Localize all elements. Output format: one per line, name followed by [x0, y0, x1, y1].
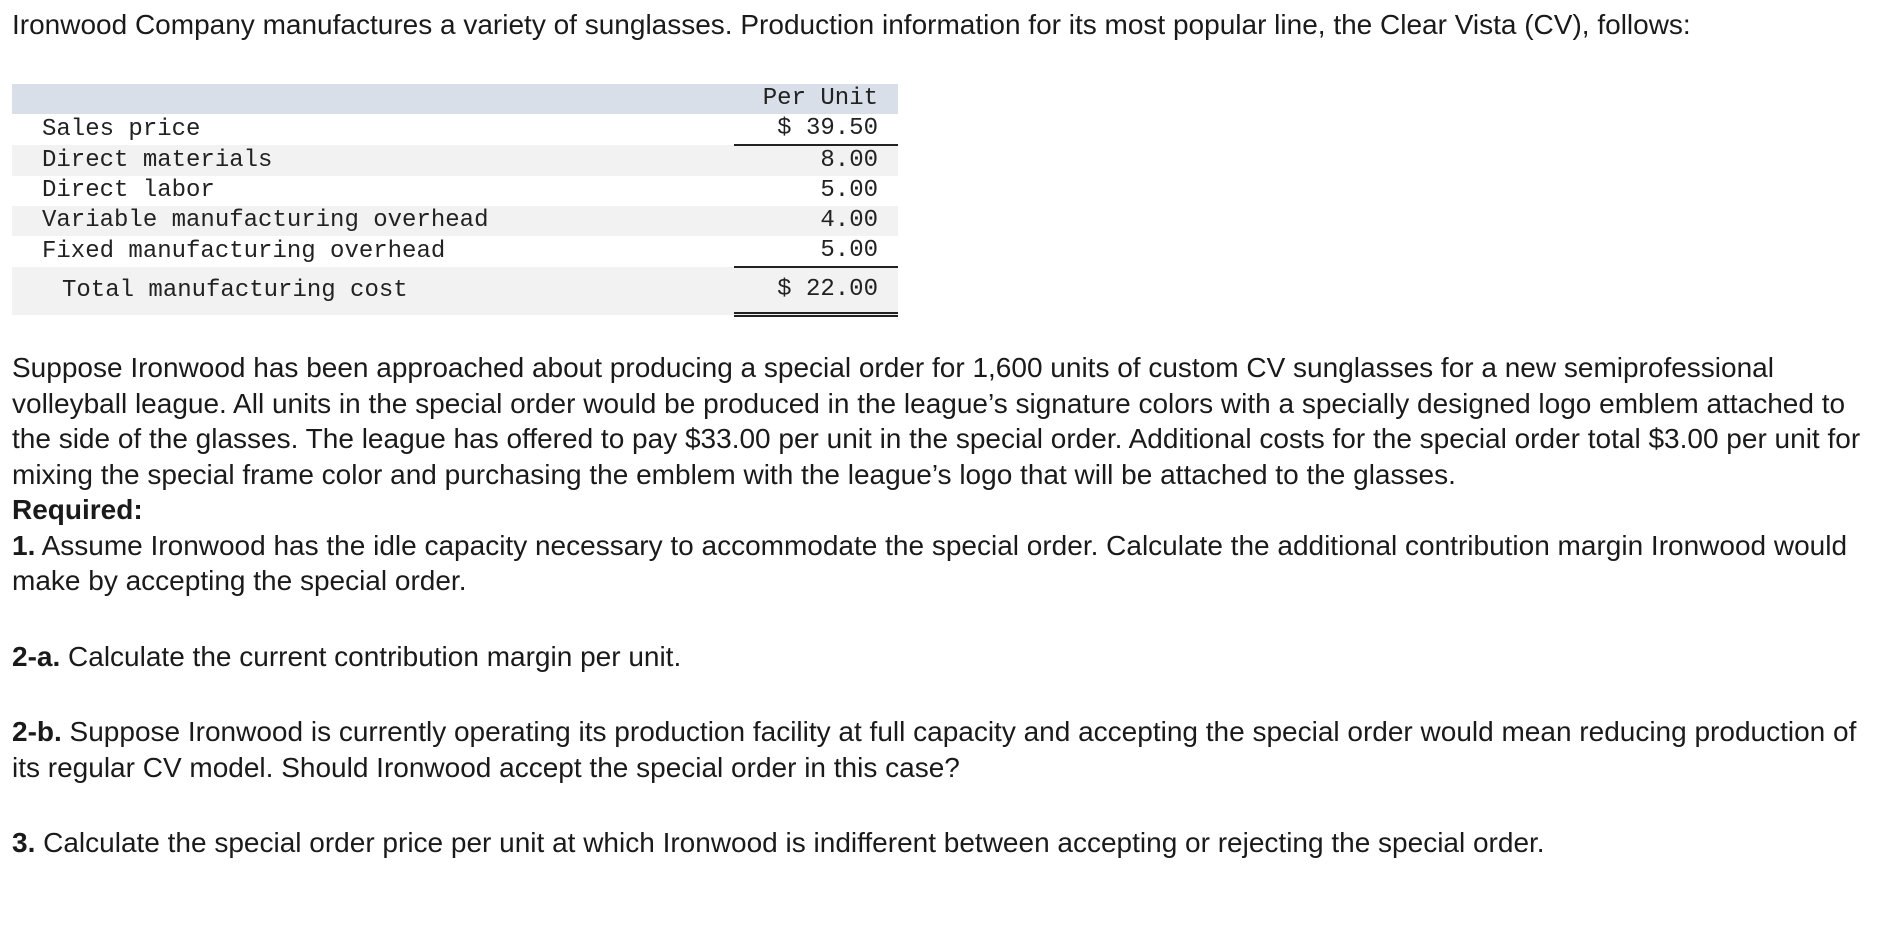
question-1	[12, 528, 1882, 599]
row-label: Direct labor	[42, 177, 215, 204]
row-label: Sales price	[42, 115, 201, 143]
row-label: Direct materials	[12, 145, 734, 176]
row-label: Variable manufacturing overhead	[12, 206, 734, 236]
problem-body	[12, 350, 1882, 861]
question-text: Assume Ironwood has the idle capacity necessary to accommodate the special order. Calculate the additional contribution margin Ironwood would make by accepting the special order.	[12, 529, 1848, 596]
question-text: Suppose Ironwood is currently operating its production facility at full capacity and accepting the special order would mean reducing production of its regular CV model. Should Ironwood accept the special order in this case?	[12, 716, 1857, 783]
row-value: $ 39.50	[777, 115, 878, 142]
scenario-paragraph: Suppose Ironwood has been approached about producing a special order for 1,600 units of custom CV sunglasses for a new semiprofessional volleyball league. All units in the special order would be produced in the league’s signature colors with a specially designed logo emblem attached to the side of the glasses. The league has offered to pay $33.00 per unit in the special order. Additional costs for the special order total $3.00 per unit for mixing the special frame color and purchasing the emblem with the league’s logo that will be attached to the glasses.	[12, 352, 1861, 490]
required-heading: Required:	[12, 494, 143, 525]
table-row	[12, 114, 928, 145]
question-text: Calculate the special order price per unit at which Ironwood is indifferent between accepting or rejecting the special order.	[35, 827, 1545, 858]
table-row	[12, 236, 928, 267]
table-row	[12, 206, 928, 236]
question-text: Calculate the current contribution margin per unit.	[60, 640, 682, 672]
question-number: 1.	[12, 529, 36, 561]
row-value: 8.00	[734, 145, 898, 176]
question-number: 2-a.	[12, 640, 61, 672]
header-label-cell	[12, 84, 734, 114]
row-value: 5.00	[820, 177, 878, 204]
total-value: $ 22.00	[734, 267, 898, 315]
question-2a	[12, 639, 1882, 675]
table-total-row	[12, 267, 928, 315]
table-header-row	[12, 84, 928, 114]
row-label: Fixed manufacturing overhead	[42, 237, 446, 265]
total-label: Total manufacturing cost	[12, 267, 734, 315]
question-2b	[12, 714, 1882, 785]
row-value: 4.00	[734, 206, 898, 236]
table-row	[12, 176, 928, 206]
intro-text: Ironwood Company manufactures a variety of sunglasses. Production information for its most popular line, the Clear Vista (CV), follows:	[12, 9, 1691, 40]
cost-table	[12, 84, 928, 317]
table-row	[12, 145, 928, 176]
question-number: 3.	[12, 827, 36, 858]
question-number: 2-b.	[12, 716, 62, 747]
per-unit-header: Per Unit	[734, 84, 898, 114]
row-value: 5.00	[734, 236, 898, 267]
question-3	[12, 825, 1882, 861]
